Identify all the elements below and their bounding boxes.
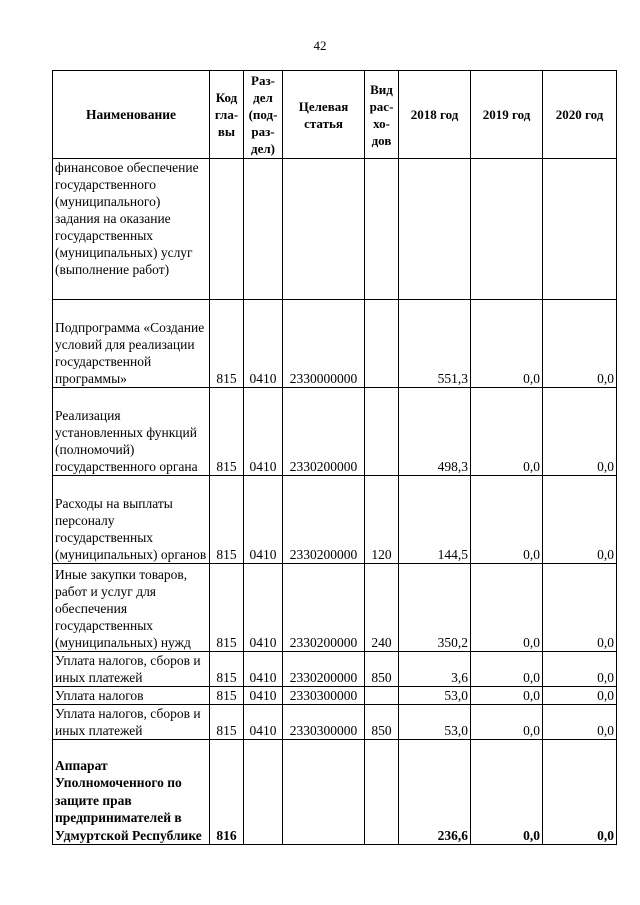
row-razdel: 0410	[244, 300, 283, 388]
row-2020: 0,0	[543, 652, 617, 687]
row-2020	[543, 159, 617, 300]
header-glava: Код гла- вы	[210, 71, 244, 159]
row-2020: 0,0	[543, 388, 617, 476]
row-2020: 0,0	[543, 687, 617, 705]
row-2019: 0,0	[471, 300, 543, 388]
row-2018: 53,0	[399, 705, 471, 740]
row-glava: 815	[210, 300, 244, 388]
row-2019	[471, 159, 543, 300]
budget-table	[52, 70, 617, 845]
header-2018: 2018 год	[399, 71, 471, 159]
header-statya: Целевая статья	[283, 71, 365, 159]
row-statya: 2330200000	[283, 652, 365, 687]
row-razdel: 0410	[244, 652, 283, 687]
row-vid: 850	[365, 652, 399, 687]
row-glava: 815	[210, 687, 244, 705]
row-statya: 2330300000	[283, 687, 365, 705]
page-number: 42	[313, 38, 327, 53]
row-name: финансовое обеспечение государственного (муниципального) задания на оказание государственных (муниципальных) услуг (выполнение работ)	[53, 159, 210, 300]
row-statya: 2330300000	[283, 705, 365, 740]
row-vid	[365, 687, 399, 705]
row-2019: 0,0	[471, 564, 543, 652]
row-razdel: 0410	[244, 388, 283, 476]
row-glava: 815	[210, 564, 244, 652]
row-razdel: 0410	[244, 476, 283, 564]
row-glava: 816	[210, 740, 244, 845]
row-2018: 53,0	[399, 687, 471, 705]
row-2018: 350,2	[399, 564, 471, 652]
header-name: Наименование	[53, 71, 210, 159]
row-2019: 0,0	[471, 652, 543, 687]
row-vid	[365, 740, 399, 845]
row-razdel: 0410	[244, 564, 283, 652]
row-2018: 144,5	[399, 476, 471, 564]
table-row	[53, 159, 617, 300]
table-row	[53, 564, 617, 652]
table-row	[53, 652, 617, 687]
row-statya	[283, 159, 365, 300]
row-2020: 0,0	[543, 705, 617, 740]
row-statya	[283, 740, 365, 845]
row-2018: 498,3	[399, 388, 471, 476]
row-statya: 2330200000	[283, 388, 365, 476]
row-statya: 2330200000	[283, 476, 365, 564]
header-vid: Вид рас- хо- дов	[365, 71, 399, 159]
row-statya: 2330200000	[283, 564, 365, 652]
row-vid: 240	[365, 564, 399, 652]
row-razdel: 0410	[244, 687, 283, 705]
row-2018: 551,3	[399, 300, 471, 388]
row-2020: 0,0	[543, 300, 617, 388]
row-2019: 0,0	[471, 388, 543, 476]
row-vid	[365, 159, 399, 300]
row-statya: 2330000000	[283, 300, 365, 388]
row-2020: 0,0	[543, 740, 617, 845]
row-razdel: 0410	[244, 705, 283, 740]
table-row	[53, 300, 617, 388]
row-2019: 0,0	[471, 740, 543, 845]
table-row	[53, 705, 617, 740]
row-name: Реализация установленных функций (полномочий) государственного органа	[53, 388, 210, 476]
row-name: Расходы на выплаты персоналу государственных (муниципальных) органов	[53, 476, 210, 564]
row-glava: 815	[210, 705, 244, 740]
row-vid: 120	[365, 476, 399, 564]
table-row	[53, 687, 617, 705]
row-2019: 0,0	[471, 476, 543, 564]
row-2018: 3,6	[399, 652, 471, 687]
row-2019: 0,0	[471, 687, 543, 705]
header-2020: 2020 год	[543, 71, 617, 159]
header-row	[53, 71, 617, 159]
row-name: Аппарат Уполномоченного по защите прав предпринимателей в Удмуртской Республике	[53, 740, 210, 845]
row-razdel	[244, 740, 283, 845]
header-razdel: Раз- дел (под- раз- дел)	[244, 71, 283, 159]
row-glava	[210, 159, 244, 300]
row-vid	[365, 388, 399, 476]
row-vid	[365, 300, 399, 388]
header-2019: 2019 год	[471, 71, 543, 159]
row-2020: 0,0	[543, 476, 617, 564]
row-glava: 815	[210, 388, 244, 476]
table-row	[53, 388, 617, 476]
row-razdel	[244, 159, 283, 300]
row-2019: 0,0	[471, 705, 543, 740]
row-name: Подпрограмма «Создание условий для реализации государственной программы»	[53, 300, 210, 388]
row-2018: 236,6	[399, 740, 471, 845]
row-name: Уплата налогов, сборов и иных платежей	[53, 652, 210, 687]
row-2020: 0,0	[543, 564, 617, 652]
row-glava: 815	[210, 476, 244, 564]
row-glava: 815	[210, 652, 244, 687]
row-name: Уплата налогов	[53, 687, 210, 705]
row-2018	[399, 159, 471, 300]
row-vid: 850	[365, 705, 399, 740]
table-row	[53, 740, 617, 845]
row-name: Уплата налогов, сборов и иных платежей	[53, 705, 210, 740]
table-row	[53, 476, 617, 564]
row-name: Иные закупки товаров, работ и услуг для обеспечения государственных (муниципальных) нужд	[53, 564, 210, 652]
